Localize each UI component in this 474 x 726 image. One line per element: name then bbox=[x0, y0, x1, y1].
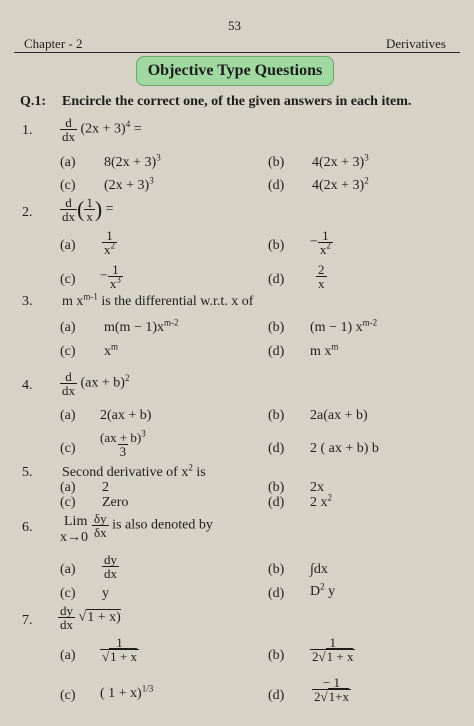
option-label: (d) bbox=[268, 586, 285, 601]
option-b: ∫dx bbox=[310, 562, 328, 577]
item-3-question: m $x^{m-1}$ is the differential w.r.t. x of bbox=[62, 291, 254, 309]
option-b: 2a(ax + b) bbox=[310, 408, 368, 423]
page-number: 53 bbox=[228, 18, 241, 33]
option-label: (b) bbox=[268, 238, 285, 253]
option-label: (b) bbox=[268, 562, 285, 577]
option-a: 2(ax + b) bbox=[100, 408, 152, 423]
option-label: (a) bbox=[60, 648, 76, 663]
item-number: 4. bbox=[22, 378, 33, 393]
option-d: $\frac{- 1}{2√1+x}$ bbox=[314, 675, 349, 704]
option-c: ( 1 + x)$^{1/3}$ bbox=[100, 683, 154, 701]
option-a: $\frac{1}{√1 + x}$ bbox=[102, 635, 137, 664]
option-c: Zero bbox=[102, 495, 129, 510]
question-text: Encircle the correct one, of the given answers in each item. bbox=[62, 94, 412, 109]
option-c: − $\frac{1}{x^3}$ bbox=[100, 262, 121, 291]
option-b: (m − 1) $x^{m-2}$ bbox=[310, 317, 378, 335]
option-label: (d) bbox=[268, 344, 285, 359]
item-5-question: Second derivative of $x^2$ is bbox=[62, 462, 206, 480]
option-label: (b) bbox=[268, 480, 285, 495]
item-6-question: $\frac{\delta y}{\delta x}$ is also denoted by bbox=[94, 511, 213, 540]
option-label: (a) bbox=[60, 408, 76, 423]
option-label: (a) bbox=[60, 562, 76, 577]
option-label: (c) bbox=[60, 178, 76, 193]
option-b: $\frac{1}{2√1 + x}$ bbox=[312, 635, 354, 664]
option-label: (a) bbox=[60, 320, 76, 335]
option-a: $m(m - 1)x^{m-2}$ bbox=[104, 317, 179, 335]
item-4-question: $\frac{d}{dx}$ (ax + b)$^2$ bbox=[62, 369, 130, 398]
item-1-question: $\frac{d}{dx}$ $(2x + 3)^4$ = bbox=[62, 115, 142, 144]
topic-label: Derivatives bbox=[386, 36, 446, 51]
option-a: $8(2x + 3)^3$ bbox=[104, 152, 161, 170]
option-d: m $x^m$ bbox=[310, 341, 339, 359]
option-label: (d) bbox=[268, 272, 285, 287]
item-2-question: $\frac{d}{dx}$ ( $\frac{1}{x}$ ) = bbox=[62, 195, 114, 224]
option-c: y bbox=[102, 586, 109, 601]
item-number: 6. bbox=[22, 520, 33, 535]
option-a: $\frac{1}{x^2}$ bbox=[104, 228, 115, 257]
option-label: (b) bbox=[268, 408, 285, 423]
option-d: $D^2$ y bbox=[310, 581, 336, 599]
option-d: 2 $x^2$ bbox=[310, 492, 332, 510]
option-label: (c) bbox=[60, 441, 76, 456]
option-c: $\frac{(ax + b)^3}{3}$ bbox=[100, 428, 146, 459]
item-number: 3. bbox=[22, 294, 33, 309]
item-number: 7. bbox=[22, 613, 33, 628]
derivative-operator: $\frac{d}{dx}$ bbox=[62, 369, 75, 398]
header-rule bbox=[14, 52, 460, 53]
chapter-label: Chapter - 2 bbox=[24, 36, 83, 51]
option-d: $4(2x + 3)^2$ bbox=[312, 175, 369, 193]
limit-label: Lim bbox=[64, 514, 88, 529]
option-d: 2 ( ax + b) b bbox=[310, 441, 379, 456]
option-b: $4(2x + 3)^3$ bbox=[312, 152, 369, 170]
item-number: 2. bbox=[22, 205, 33, 220]
option-label: (c) bbox=[60, 272, 76, 287]
option-label: (d) bbox=[268, 178, 285, 193]
option-label: (b) bbox=[268, 648, 285, 663]
option-label: (d) bbox=[268, 495, 285, 510]
option-label: (a) bbox=[60, 155, 76, 170]
option-label: (d) bbox=[268, 441, 285, 456]
limit-subscript: x→0 bbox=[60, 530, 88, 545]
option-label: (a) bbox=[60, 480, 76, 495]
question-label: Q.1: bbox=[20, 94, 47, 109]
option-label: (d) bbox=[268, 688, 285, 703]
option-label: (c) bbox=[60, 688, 76, 703]
item-number: 5. bbox=[22, 465, 33, 480]
option-c: $x^m$ bbox=[104, 341, 119, 359]
item-number: 1. bbox=[22, 123, 33, 138]
option-label: (b) bbox=[268, 155, 285, 170]
option-b: 2x bbox=[310, 480, 324, 495]
option-c: $(2x + 3)^3$ bbox=[104, 175, 154, 193]
option-label: (c) bbox=[60, 586, 76, 601]
option-a: $\frac{dy}{dx}$ bbox=[104, 552, 117, 581]
option-d: $\frac{2}{x}$ bbox=[318, 262, 325, 291]
item-7-question: $\frac{dy}{dx}$ √1 + x) bbox=[60, 603, 121, 632]
derivative-operator: $\frac{d}{dx}$ bbox=[62, 195, 75, 224]
option-label: (b) bbox=[268, 320, 285, 335]
section-title: Objective Type Questions bbox=[136, 56, 334, 86]
option-b: − $\frac{1}{x^2}$ bbox=[310, 228, 331, 257]
derivative-operator: $\frac{d}{dx}$ bbox=[62, 115, 75, 144]
option-label: (c) bbox=[60, 495, 76, 510]
option-label: (a) bbox=[60, 238, 76, 253]
option-a: 2 bbox=[102, 480, 109, 495]
option-label: (c) bbox=[60, 344, 76, 359]
